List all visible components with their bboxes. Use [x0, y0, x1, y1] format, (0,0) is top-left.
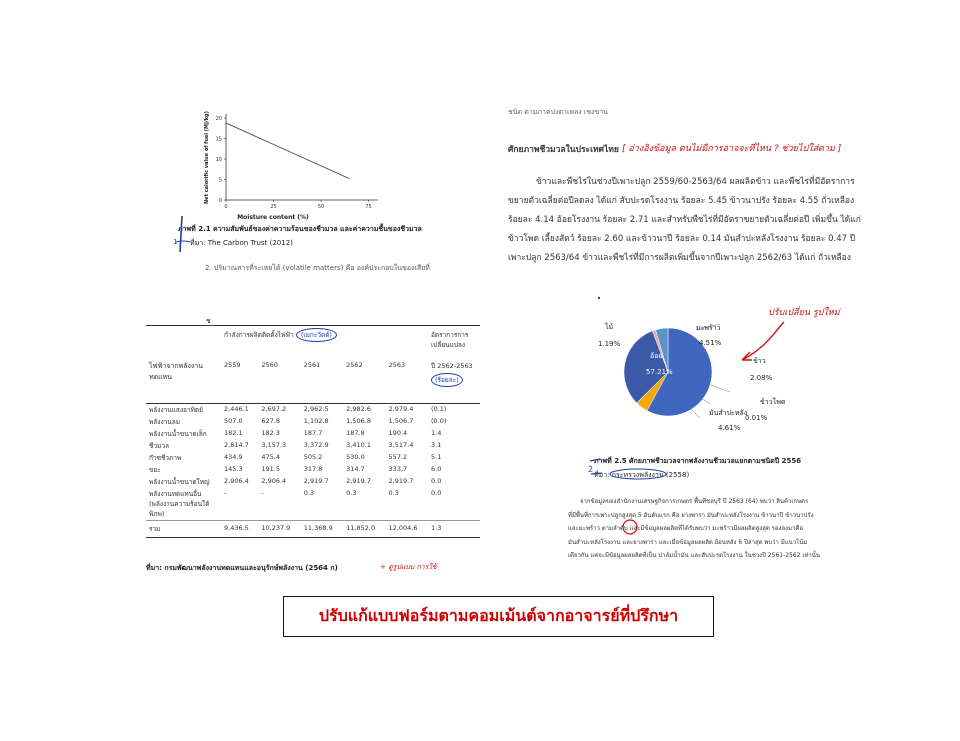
figure-2-1-source: ที่มา: The Carbon Trust (2012) [190, 239, 293, 247]
x-tick-label: 0 [224, 204, 228, 210]
pie-leader-line [708, 384, 730, 392]
revision-banner [283, 596, 714, 637]
table-cell: 2,906.4 [224, 477, 249, 485]
row-label: ชีวมวล [149, 442, 169, 450]
table-row [146, 428, 480, 440]
table-cell: 190.4 [388, 429, 408, 437]
moisture-calorific-line-chart [178, 108, 398, 220]
paragraph-line: เพาะปลูก 2563/64 ข้าวและพืชไร่ที่มีการผลิตเพิ่มขึ้นจากปีเพาะปลูก 2562/63 ได้แก่ ถั่วเหลือง [508, 253, 851, 263]
blue-pen-mark-right [588, 452, 668, 480]
pie-leader-line [690, 408, 700, 418]
x-tick-label: 75 [365, 204, 372, 210]
pie-label-corn-pct: 0.01% [745, 414, 768, 422]
table-source: ที่มา: กรมพัฒนาพลังงานทดแทนและอนุรักษ์พลังงาน (2564 ก) [146, 564, 338, 572]
paragraph-line: ที่มีพื้นที่การเพาะปลูกสูงสุด 5 อันดับแรก คือ ยางพารา มันสำปะหลังโรงงาน ข้าวนาปี ข้าวนาปรัง [568, 511, 814, 519]
table-cell: 505.2 [303, 453, 323, 461]
row-label: พลังงานลม [149, 418, 180, 426]
table-cell: 3.1 [431, 441, 442, 449]
row-label: พลังงานทดแทนอื่น (พลังงานความร้อนใต้พิภพ) [149, 490, 210, 518]
table-cell: 0.3 [346, 489, 357, 497]
table-cell: 3,157.3 [261, 441, 287, 449]
total-cell: 11,852.0 [343, 521, 385, 538]
pie-label-cassava-pct: 4.61% [718, 424, 741, 432]
group-unit-circled: (เมกะวัตต์) [296, 328, 337, 342]
table-cell: 1,506.7 [388, 417, 414, 425]
svg-text:1: 1 [173, 238, 178, 246]
table-cell: 2,906.4 [261, 477, 287, 485]
table-cell: 2,919.7 [388, 477, 414, 485]
y-tick-label: 10 [215, 157, 222, 164]
pie-red-note: ปรับเปลี่ยน รูปใหม่ [768, 308, 840, 318]
row-label: พลังงานแสงอาทิตย์ [149, 406, 203, 414]
table-cell: 507.0 [224, 417, 243, 425]
year-header: 2559 [221, 360, 258, 404]
pie-label-rice: ข้าว [753, 357, 766, 365]
x-tick-label: 25 [270, 204, 277, 210]
table-cell: 434.9 [224, 453, 243, 461]
group-header: กำลังการผลิตติดตั้งไฟฟ้า [224, 331, 294, 339]
row-label: พลังงานน้ำขนาดเล็ก [149, 430, 207, 438]
blue-pen-mark-left [172, 212, 196, 264]
table-cell: 145.3 [224, 465, 243, 473]
paragraph-line: และมะพร้าว ตามลำดับ และมีข้อมูลผลผลิตที่ได้รับพบว่า มะพร้าวมีผลผลิตสูงสุด รองลงมาคือ [568, 525, 803, 532]
paragraph-line: มันสำปะหลังโรงงาน และยางพารา และเมื่อข้อมูลผลผลิต ย้อนหลัง 6 ปีล่าสุด พบว่า มีแนวโน้ม [568, 538, 808, 546]
year-header: 2562 [343, 360, 385, 404]
table-row [146, 452, 480, 464]
figure-2-5-caption: ภาพที่ 2.5 ศักยภาพชีวมวลจากพลังงานชีวมวลแยกตามชนิดปี 2556 [594, 457, 802, 465]
data-line [226, 123, 350, 179]
table-row [146, 488, 480, 521]
paragraph-line: ข้าวโพด เลี้ยงสัตว์ ร้อยละ 2.60 และข้าวนาปี ร้อยละ 0.14 มันสำปะหลังโรงงาน ร้อยละ 0.47 ปี [508, 234, 856, 244]
total-cell: 9,436.5 [221, 521, 258, 538]
table-cell: 2,982.6 [346, 405, 371, 413]
chart-xlabel: Moisture content (%) [237, 214, 309, 220]
table-cell: 182.1 [224, 429, 243, 437]
table-cell: 333.7 [388, 465, 408, 473]
year-header: 2563 [386, 360, 428, 404]
biomass-paragraph [508, 173, 861, 268]
table-cell: 1,102.8 [303, 417, 329, 425]
paragraph-line: ขยายตัวเฉลี่ยต่อปีลดลง ได้แก่ สับปะรดโรงงาน ร้อยละ 5.45 ข้าวนาปรัง ร้อยละ 4.55 ถั่วเหลือง [508, 196, 855, 206]
red-note-reference: [ อ่างอิงข้อมูล ตนไม่มีการอาจจะที่ไหน ? ช่วยไปใส่ตาม ] [622, 144, 842, 154]
svg-text:2: 2 [588, 465, 594, 474]
table-cell: 2,919.7 [303, 477, 329, 485]
paragraph-line: เดียวกัน แต่จะมีข้อมูลผลผลิตที่เป็น ปาล์มน้ำมัน และสับปะรดโรงงาน ในช่วงปี 2561-2562 เท่านั้น [568, 552, 820, 559]
table-cell: 187.8 [346, 429, 365, 437]
table-cell: 3,410.1 [346, 441, 371, 449]
row-label: ขยะ [149, 466, 161, 474]
table-cell: 2,814.7 [224, 441, 249, 449]
table-row [146, 416, 480, 428]
table-cell: 182.3 [261, 429, 280, 437]
paragraph-line: ร้อยละ 4.14 อ้อยโรงงาน ร้อยละ 2.71 และสำหรับพืชไร่ที่มีอัตราขยายตัวเฉลี่ยต่อปี เพิ่มขึ้น ได้แก่ [508, 215, 861, 225]
pie-label-sugarcane-pct: 57.21% [646, 368, 673, 376]
row-label: ก๊าซชีวภาพ [149, 454, 182, 462]
table-header-row [146, 326, 480, 360]
table-cell: 3,372.9 [303, 441, 329, 449]
table-cell: 0.3 [388, 489, 399, 497]
x-tick-label: 50 [317, 204, 325, 210]
table-cell: 1,506.8 [346, 417, 371, 425]
table-cell: (0.0) [431, 417, 447, 425]
y-tick-label: 5 [218, 177, 222, 184]
table-cell: 475.4 [261, 453, 280, 461]
table-cell: 2,962.5 [303, 405, 329, 413]
total-cell: 12,004.6 [386, 521, 428, 538]
table-row [146, 440, 480, 452]
table-cell: (0.1) [431, 405, 447, 413]
dot-mark [598, 297, 600, 299]
table-cell: 0.0 [431, 477, 442, 485]
pie-label-coconut: มะพร้าว [696, 324, 721, 332]
pie-label-sugarcane: อ้อย [650, 352, 663, 360]
rate-header: อัตราการการเปลี่ยนแปลง [428, 326, 480, 360]
chonburi-paragraph [568, 495, 820, 563]
pie-label-rice-pct: 2.08% [750, 374, 773, 382]
table-cell: 5.1 [431, 453, 442, 461]
red-circle-mark [620, 517, 640, 537]
chart-axes [216, 114, 378, 210]
table-cell: 187.7 [303, 429, 323, 437]
table-row [146, 476, 480, 488]
table-total-row [146, 521, 480, 538]
renewable-capacity-table [146, 325, 480, 538]
table-cell: 530.0 [346, 453, 365, 461]
table-cell: 0.0 [431, 489, 442, 497]
table-cell: 3,517.4 [388, 441, 414, 449]
row-label: พลังงานน้ำขนาดใหญ่ [149, 478, 210, 486]
paragraph-line: ข้าวและพืชไร่ในช่วงปีเพาะปลูก 2559/60-2563/64 ผลผลิตข้าว และพืชไร่ที่มีอัตราการ [536, 177, 855, 187]
rate-unit-circled: (ร้อยละ) [431, 373, 463, 387]
chart-ylabel: Net calorific value of fuel (MJ/kg) [204, 111, 210, 204]
biomass-heading: ศักยภาพชีวมวลในประเทศไทย [508, 145, 619, 155]
pie-label-cassava: มันสำปะหลัง [709, 409, 748, 417]
figure-2-1-caption: ภาพที่ 2.1 ความสัมพันธ์ของค่าความร้อนของชีวมวล และค่าความชื้นของชีวมวล [178, 225, 422, 233]
table-cell: 191.5 [261, 465, 280, 473]
total-cell: 1.3 [428, 521, 480, 538]
table-row [146, 404, 480, 417]
banner-text: ปรับแก้แบบฟอร์มตามคอมเม้นต์จากอาจารย์ที่ปรึกษา [318, 606, 679, 625]
pie-label-corn: ข้าวโพด [760, 398, 786, 406]
table-cell: - [224, 489, 227, 497]
table-cell: 1.4 [431, 429, 442, 437]
table-top-mark: ช [206, 317, 211, 325]
table-cell: 2,979.4 [388, 405, 414, 413]
y-tick-label: 0 [218, 198, 222, 204]
table-cell: 2,697.2 [261, 405, 287, 413]
total-label: รวม [146, 521, 221, 538]
volatile-matters-line: 2. ปริมาณสารที่ระเหยได้ (volatile matters) คือ องค์ประกอบในของเสียที่ [205, 264, 430, 272]
pie-label-wood-pct: 1.19% [598, 340, 621, 348]
paragraph-line: จากข้อมูลของสำนักงานเศรษฐกิจการเกษตร พื้นที่ชลบุรี ปี 2563 (64) พบว่า สินค้าเกษตร [580, 498, 809, 505]
figure-2-5-source: ที่มา: กระทรวงพลังงาน (2558) [594, 471, 690, 479]
y-tick-label: 15 [215, 136, 222, 143]
table-year-row [146, 360, 480, 404]
table-cell: 557.2 [388, 453, 408, 461]
table-cell: 627.8 [261, 417, 280, 425]
pie-label-wood: ไม้ [605, 323, 614, 331]
table-row [146, 464, 480, 476]
rate-sub-header: ปี 2562-2563 [431, 361, 473, 370]
total-cell: 10,237.9 [258, 521, 300, 538]
table-cell: 0.3 [303, 489, 315, 497]
table-cell: - [261, 489, 264, 497]
table-cell: 2,446.1 [224, 405, 249, 413]
table-red-note: + ดูรูปแบบ การใช้ [380, 563, 437, 571]
pie-label-coconut-pct: 4.51% [699, 339, 722, 347]
first-col-header: ไฟฟ้าจากพลังงานทดแทน [146, 360, 221, 404]
table-cell: 6.0 [431, 465, 442, 473]
y-tick-label: 20 [215, 116, 222, 123]
cut-off-line: ชนิด ตามภาคปงตาเพลง เชงขาน [508, 108, 608, 116]
table-cell: 317.8 [303, 465, 323, 473]
table-cell: 2,919.7 [346, 477, 371, 485]
total-cell: 11,368.9 [301, 521, 343, 538]
table-cell: 314.7 [346, 465, 365, 473]
year-header: 2560 [258, 360, 300, 404]
table-body [146, 404, 480, 538]
year-header: 2561 [301, 360, 343, 404]
